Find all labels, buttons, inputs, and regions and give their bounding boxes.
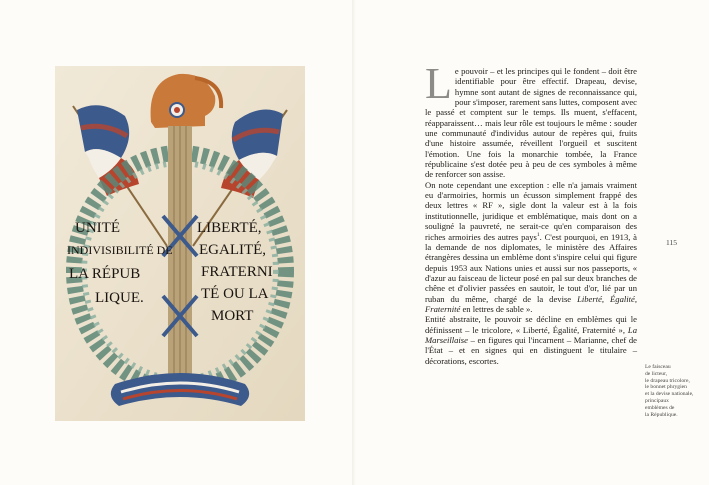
figure-caption: Le faisceau de licteur, le drapeau tricolore, le bonnet phrygien et la devise nationale, principaux emblèmes de la République. [645, 364, 694, 418]
paragraph-1: Le pouvoir – et les principes qui le fondent – doit être identifiable pour être effectif. Drapeau, devise, hymne sont autant de signes de reconnaissance qui, pour s'imposer, rarement sans luttes, composent avec le passé et comptent sur le temps. Ils muent, s'effacent, réapparaissent… mais leur rôle est toujours le même : souder une communauté d'individus autour de repères qui, fruits d'une histoire assumée, réveillent l'orgueil et suscitent l'émotion. Une fois la monarchie tombée, la France républicaine s'est dotée peu à peu de ces symboles à même de renforcer son assise. [425, 59, 637, 180]
svg-text:LA RÉPUB: LA RÉPUB [69, 266, 141, 282]
emblem-illustration [55, 66, 305, 421]
svg-text:INDIVISIBILITÉ DE: INDIVISIBILITÉ DE [67, 243, 173, 257]
svg-text:UNITÉ: UNITÉ [75, 220, 120, 236]
svg-text:EGALITÉ,: EGALITÉ, [199, 242, 267, 258]
page-number: 115 [666, 238, 677, 247]
paragraph-3: Entité abstraite, le pouvoir se décline en emblèmes qui le définissent – le tricolore, « Liberté, Égalité, Fraternité », La Marseillaise – en figures qui l'incarnent – Marianne, chef de l'État – et en signes qui en distinguent le titulaire – décorations, escortes. [425, 314, 637, 366]
svg-text:FRATERNI: FRATERNI [201, 264, 273, 280]
footnote-ref: 1 [536, 231, 540, 238]
page-gutter [352, 0, 358, 485]
fasces-emblem-icon [55, 66, 305, 421]
svg-text:LIQUE.: LIQUE. [95, 290, 144, 306]
body-text-column [425, 59, 638, 366]
drop-cap: L [425, 59, 452, 108]
svg-text:MORT: MORT [211, 308, 254, 324]
svg-text:TÉ OU LA: TÉ OU LA [201, 286, 269, 302]
svg-text:LIBERTÉ,: LIBERTÉ, [197, 220, 262, 236]
paragraph-2: On note cependant une exception : elle n'a jamais vraiment eu d'armoiries, hormis un écusson simplement frappé des deux lettres « RF », sigle dont la valeur est à la fois institutionnelle, juridique et emblématique, mais dont on a souligné la pauvreté, ne serait-ce qu'en comparaison des riches armoiries des autres pays$^1$. C'est pourquoi, en 1913, à la demande de nos diplomates, le ministère des Affaires étrangères dessina un emblème dont s'inspire celui qui figure depuis 1953 aux Nations unies et aussi sur nos passeports, « d'azur au faisceau de licteur posé en pal sur deux branches de chêne et d'olivier passées en sautoir, le tout d'or, lié par un ruban du même, chargé de la devise Liberté, Égalité, Fraternité en lettres de sable ». [425, 179, 638, 314]
